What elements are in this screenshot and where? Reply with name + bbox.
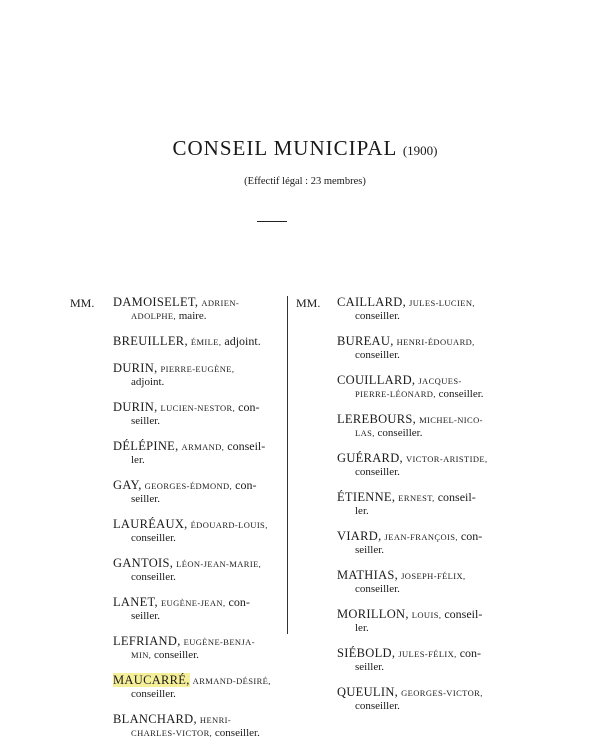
page-title [0, 136, 610, 161]
member-line-2 [337, 583, 512, 595]
member-given-names: MICHEL-NICO- [419, 415, 483, 425]
member-role: conseiller. [355, 349, 400, 361]
member-line-1 [337, 491, 512, 505]
member-line-2 [113, 532, 283, 544]
member-surname: MATHIAS, [337, 568, 399, 582]
right-member-list [337, 296, 512, 725]
member-surname: COUILLARD, [337, 373, 416, 387]
mm-label-left: MM. [70, 296, 95, 310]
member-role: conseiller. [355, 466, 400, 478]
member-surname: CAILLARD, [337, 295, 407, 309]
member-role: con- [232, 478, 257, 492]
member-line-1 [113, 674, 283, 688]
member-role: conseiller. [355, 310, 400, 322]
member-surname: GANTOIS, [113, 556, 174, 570]
member-surname: DÉLÉPINE, [113, 439, 179, 453]
member-line-1 [113, 596, 283, 610]
member-role: seiller. [131, 415, 161, 427]
member-line-1 [113, 635, 283, 649]
member-role: con- [457, 529, 483, 543]
member-surname: MAUCARRÉ, [113, 673, 190, 687]
member-given-names: HENRI-ÉDOUARD, [396, 337, 475, 347]
title-text: CONSEIL MUNICIPAL [172, 136, 397, 160]
member-surname: BUREAU, [337, 334, 394, 348]
member-role: con- [235, 400, 260, 414]
member-given-names: ÉMILE, [190, 337, 222, 347]
list-item [113, 557, 283, 583]
member-line-1 [337, 608, 512, 622]
member-surname: BREUILLER, [113, 334, 188, 348]
list-item [337, 335, 512, 361]
member-surname: QUEULIN, [337, 685, 399, 699]
member-given-names: ÉDOUARD-LOUIS, [190, 520, 268, 530]
member-surname: LEFRIAND, [113, 634, 181, 648]
member-role: conseiller. [212, 727, 260, 739]
member-given-names: LOUIS, [411, 610, 442, 620]
member-role: conseiller. [131, 532, 176, 544]
member-line-2 [337, 661, 512, 673]
member-line-2 [113, 688, 283, 700]
member-line-1 [337, 530, 512, 544]
member-line-2 [337, 310, 512, 322]
member-line-2 [337, 388, 512, 400]
list-item [337, 608, 512, 634]
member-role: seiller. [131, 493, 161, 505]
member-given-names: EUGÈNE-JEAN, [160, 598, 226, 608]
member-line-2 [113, 493, 283, 505]
member-line-2 [337, 466, 512, 478]
member-surname: LANET, [113, 595, 158, 609]
mm-label-right: MM. [296, 296, 321, 310]
member-role: seiller. [355, 544, 385, 556]
member-role: conseiller. [355, 700, 400, 712]
member-role: ler. [131, 454, 145, 466]
member-line-2 [337, 349, 512, 361]
title-divider [257, 221, 287, 222]
member-line-1 [337, 413, 512, 427]
member-given-names-cont: CHARLES-VICTOR, [131, 728, 213, 738]
member-surname: GUÉRARD, [337, 451, 403, 465]
member-line-2 [113, 571, 283, 583]
member-given-names: PIERRE-EUGÈNE, [160, 364, 235, 374]
member-role: maire. [176, 310, 207, 322]
member-given-names: HENRI- [199, 715, 232, 725]
member-given-names-cont: PIERRE-LÉONARD, [355, 389, 436, 399]
member-role: conseiller. [131, 688, 176, 700]
list-item [337, 530, 512, 556]
member-given-names-cont: LAS, [355, 428, 375, 438]
list-item [337, 452, 512, 478]
member-given-names: JACQUES- [418, 376, 462, 386]
member-role: adjoint. [221, 334, 261, 348]
list-item [113, 479, 283, 505]
member-surname: LAURÉAUX, [113, 517, 188, 531]
member-line-1 [113, 479, 283, 493]
member-line-1 [337, 335, 512, 349]
member-role: con- [456, 646, 482, 660]
member-given-names: JULES-LUCIEN, [409, 298, 475, 308]
list-item [337, 491, 512, 517]
list-item [337, 686, 512, 712]
member-surname: DAMOISELET, [113, 295, 199, 309]
member-role: ler. [355, 505, 369, 517]
member-given-names: GEORGES-VICTOR, [401, 688, 483, 698]
member-line-1 [113, 557, 283, 571]
list-item [113, 713, 283, 739]
member-given-names: ADRIEN- [201, 298, 240, 308]
member-role: conseil- [434, 490, 476, 504]
member-given-names: GEORGES-ÉDMOND, [144, 481, 233, 491]
member-role: seiller. [131, 610, 161, 622]
member-surname: DURIN, [113, 361, 158, 375]
member-surname: BLANCHARD, [113, 712, 197, 726]
list-item [113, 518, 283, 544]
member-role: conseiller. [131, 571, 176, 583]
member-role: con- [225, 595, 250, 609]
member-given-names: ARMAND, [181, 442, 225, 452]
member-line-1 [337, 452, 512, 466]
left-member-list [113, 296, 283, 752]
list-item [113, 296, 283, 322]
member-given-names: JEAN-FRANÇOIS, [384, 532, 458, 542]
member-line-2 [337, 700, 512, 712]
member-given-names: LUCIEN-NESTOR, [160, 403, 236, 413]
list-item [113, 362, 283, 388]
list-item [113, 335, 283, 349]
member-line-1 [337, 569, 512, 583]
list-item [337, 413, 512, 439]
member-given-names: VICTOR-ARISTIDE, [405, 454, 488, 464]
member-line-1 [113, 335, 283, 349]
list-item [113, 440, 283, 466]
list-item [337, 569, 512, 595]
column-divider [287, 296, 288, 634]
member-role: conseiller. [355, 583, 400, 595]
member-line-2 [337, 427, 512, 439]
member-line-1 [113, 362, 283, 376]
member-line-2 [337, 544, 512, 556]
member-line-1 [113, 296, 283, 310]
member-given-names-cont: MIN, [131, 650, 152, 660]
member-role: conseiller. [435, 388, 484, 400]
member-line-1 [113, 518, 283, 532]
member-role: ler. [355, 622, 369, 634]
list-item [113, 635, 283, 661]
member-given-names: ARMAND-DÉSIRÉ, [192, 676, 271, 686]
list-item [113, 674, 283, 700]
member-line-2 [113, 727, 283, 739]
member-line-1 [337, 686, 512, 700]
member-line-2 [337, 622, 512, 634]
member-given-names: ERNEST, [398, 493, 435, 503]
member-line-2 [113, 310, 283, 322]
member-surname: DURIN, [113, 400, 158, 414]
member-role: conseiller. [374, 427, 423, 439]
member-line-1 [113, 401, 283, 415]
list-item [337, 374, 512, 400]
list-item [337, 296, 512, 322]
member-line-1 [337, 647, 512, 661]
list-item [337, 647, 512, 673]
member-given-names: JULES-FÉLIX, [398, 649, 457, 659]
member-given-names: EUGÈNE-BENJA- [183, 637, 255, 647]
member-surname: LEREBOURS, [337, 412, 417, 426]
member-surname: SIÉBOLD, [337, 646, 396, 660]
member-line-2 [113, 454, 283, 466]
page-subtitle: (Effectif légal : 23 membres) [244, 176, 366, 187]
member-surname: VIARD, [337, 529, 382, 543]
title-year: (1900) [402, 143, 438, 158]
member-line-1 [113, 713, 283, 727]
member-role: conseil- [224, 439, 266, 453]
member-given-names-cont: ADOLPHE, [131, 311, 176, 321]
member-role: conseiller. [151, 649, 199, 661]
member-role: seiller. [355, 661, 385, 673]
member-line-1 [113, 440, 283, 454]
member-given-names: JOSEPH-FÉLIX, [401, 571, 466, 581]
list-item [113, 401, 283, 427]
member-line-1 [337, 374, 512, 388]
member-line-1 [337, 296, 512, 310]
member-surname: GAY, [113, 478, 142, 492]
member-line-2 [113, 376, 283, 388]
member-line-2 [113, 610, 283, 622]
member-line-2 [337, 505, 512, 517]
member-surname: MORILLON, [337, 607, 409, 621]
member-surname: ÉTIENNE, [337, 490, 396, 504]
member-role: conseil- [441, 607, 483, 621]
member-line-2 [113, 415, 283, 427]
member-line-2 [113, 649, 283, 661]
list-item [113, 596, 283, 622]
member-role: adjoint. [131, 376, 165, 388]
member-given-names: LÉON-JEAN-MARIE, [176, 559, 262, 569]
